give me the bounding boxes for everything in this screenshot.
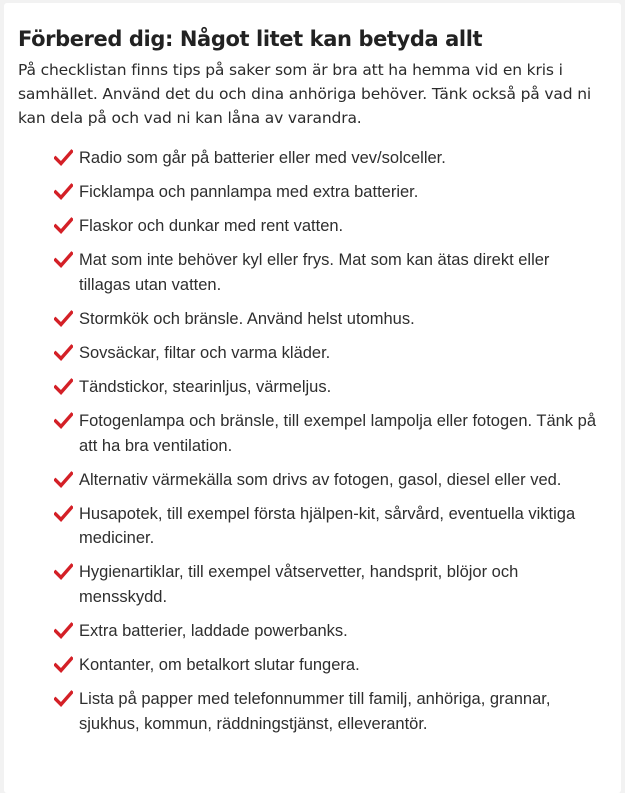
list-item [18, 180, 607, 205]
content-card [4, 3, 621, 793]
list-item [18, 502, 607, 551]
checkmark-icon [54, 149, 73, 166]
list-item [18, 375, 607, 400]
checkmark-icon [54, 563, 73, 580]
list-item [18, 341, 607, 366]
list-item-text: Mat som inte behöver kyl eller frys. Mat som kan ätas direkt eller tillagas utan vatten. [79, 251, 550, 294]
list-item [18, 248, 607, 297]
checkmark-icon [54, 344, 73, 361]
list-item [18, 687, 607, 736]
list-item [18, 468, 607, 493]
list-item-text: Extra batterier, laddade powerbanks. [79, 622, 348, 641]
checkmark-icon [54, 183, 73, 200]
list-item [18, 214, 607, 239]
checklist [18, 146, 607, 736]
list-item [18, 146, 607, 171]
intro-text: På checklistan finns tips på saker som är bra att ha hemma vid en kris i samhället. Använd det du och dina anhöriga behöver. Tänk också på vad ni kan dela på och vad ni kan låna av varandra. [18, 61, 592, 127]
checkmark-icon [54, 412, 73, 429]
checkmark-icon [54, 310, 73, 327]
checkmark-icon [54, 378, 73, 395]
list-item [18, 307, 607, 332]
list-item [18, 560, 607, 609]
list-item-text: Stormkök och bränsle. Använd helst utomhus. [79, 309, 415, 328]
checkmark-icon [54, 217, 73, 234]
checkmark-icon [54, 656, 73, 673]
checkmark-icon [54, 505, 73, 522]
list-item [18, 653, 607, 678]
list-item-text: Sovsäckar, filtar och varma kläder. [79, 343, 331, 362]
list-item-text: Husapotek, till exempel första hjälpen-kit, sårvård, eventuella viktiga mediciner. [79, 504, 576, 548]
page-title: Förbered dig: Något litet kan betyda allt [18, 27, 483, 51]
list-item-text: Lista på papper med telefonnummer till familj, anhöriga, grannar, sjukhus, kommun, räddningstjänst, elleverantör. [79, 690, 551, 733]
checkmark-icon [54, 622, 73, 639]
list-item [18, 409, 607, 458]
checkmark-icon [54, 251, 73, 268]
list-item-text: Hygienartiklar, till exempel våtservetter, handsprit, blöjor och mensskydd. [79, 563, 519, 606]
checkmark-icon [54, 690, 73, 707]
list-item [18, 619, 607, 644]
list-item-text: Tändstickor, stearinljus, värmeljus. [79, 378, 332, 397]
list-item-text: Flaskor och dunkar med rent vatten. [79, 217, 344, 236]
list-item-text: Alternativ värmekälla som drivs av fotogen, gasol, diesel eller ved. [79, 470, 562, 489]
checkmark-icon [54, 471, 73, 488]
list-item-text: Ficklampa och pannlampa med extra batterier. [79, 183, 419, 202]
list-item-text: Fotogenlampa och bränsle, till exempel lampolja eller fotogen. Tänk på att ha bra ventilation. [79, 412, 596, 455]
list-item-text: Radio som går på batterier eller med vev/solceller. [79, 149, 446, 167]
list-item-text: Kontanter, om betalkort slutar fungera. [79, 656, 360, 675]
